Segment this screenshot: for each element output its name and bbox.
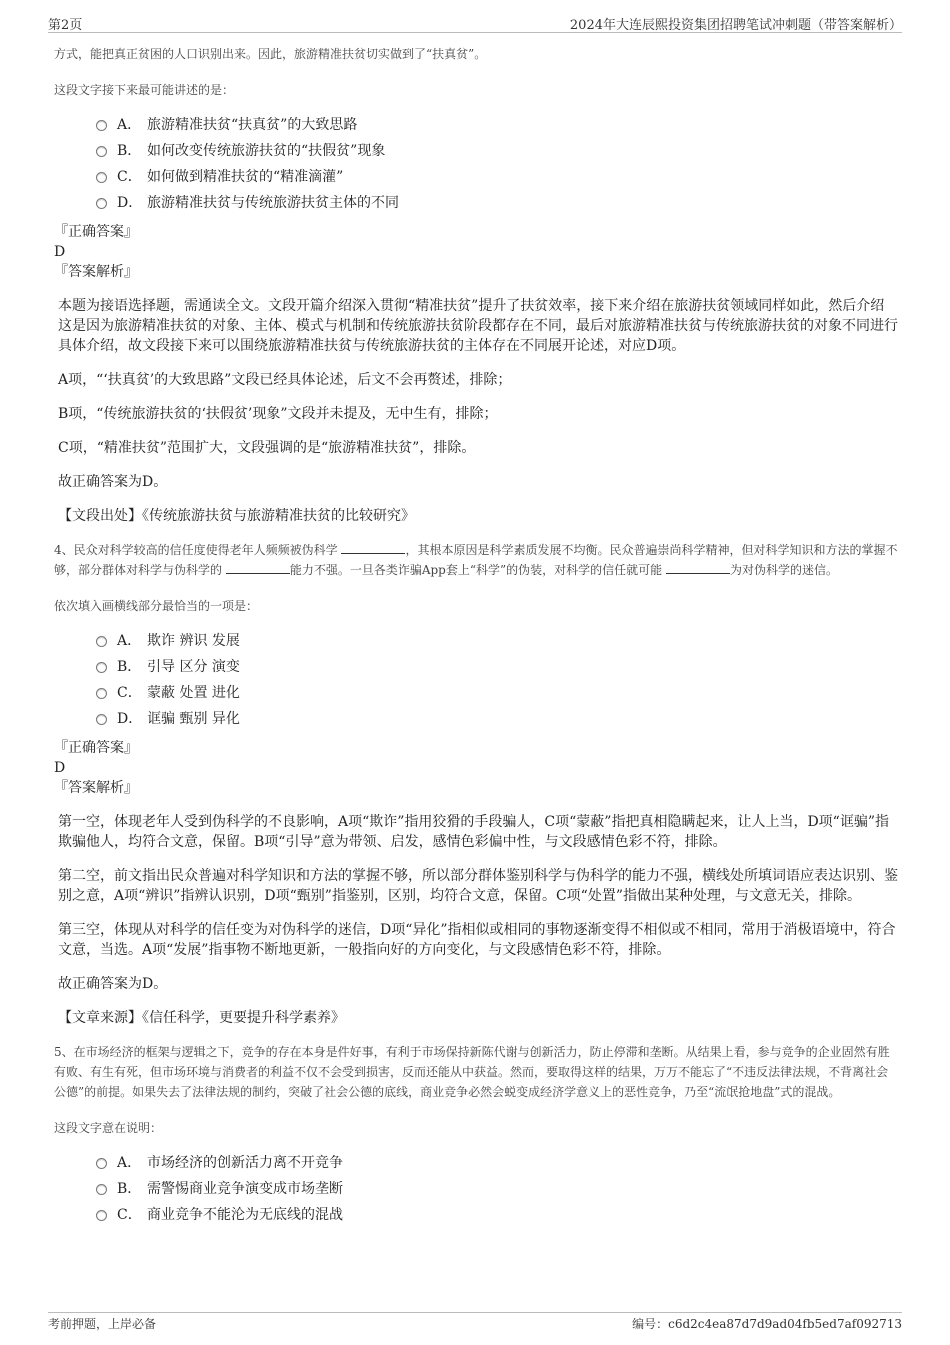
option-b[interactable]: B． 如何改变传统旅游扶贫的“扶假贫”现象 bbox=[96, 138, 898, 164]
radio-icon[interactable] bbox=[96, 198, 107, 209]
option-b[interactable]: B． 需警惕商业竞争演变成市场垄断 bbox=[96, 1176, 898, 1202]
radio-icon[interactable] bbox=[96, 688, 107, 699]
option-a[interactable]: A． 旅游精准扶贫“扶真贫”的大致思路 bbox=[96, 112, 898, 138]
q3-prompt: 这段文字接下来最可能讲述的是： bbox=[54, 83, 235, 97]
option-d[interactable]: D． 诓骗 甄别 异化 bbox=[96, 706, 898, 732]
answer-label: 『正确答案』 bbox=[54, 224, 138, 240]
q4-stem: 4、民众对科学较高的信任度使得老年人频频被伪科学 ，其根本原因是科学素质发展不均衡。民众普遍崇尚科学精神，但对科学知识和方法的掌握不够，部分群体对科学与伪科学的 能力不强。一旦各类诈骗App套上“科学”的伪装，对科学的信任就可能 为对伪科学的迷信。 bbox=[54, 543, 898, 577]
analysis-paragraph: A项，“‘扶真贫’的大致思路”文段已经具体论述，后文不会再赘述，排除； bbox=[58, 372, 512, 388]
analysis-label: 『答案解析』 bbox=[54, 780, 138, 796]
analysis-label: 『答案解析』 bbox=[54, 264, 138, 280]
radio-icon[interactable] bbox=[96, 1184, 107, 1195]
analysis-paragraph: C项，“精准扶贫”范围扩大，文段强调的是“旅游精准扶贫”，排除。 bbox=[58, 440, 476, 456]
option-c[interactable]: C． 如何做到精准扶贫的“精准滴灌” bbox=[96, 164, 898, 190]
q4-prompt: 依次填入画横线部分最恰当的一项是： bbox=[54, 599, 259, 613]
analysis-paragraph: 本题为接语选择题，需通读全文。文段开篇介绍深入贯彻“精准扶贫”提升了扶贫效率，接下来介绍在旅游扶贫领域同样如此，然后介绍这是因为旅游精准扶贫的对象、主体、模式与机制和传统旅游扶贫阶段都存在不同，最后对旅游精准扶贫与传统旅游扶贫的对象不同进行具体介绍，故文段接下来可以围绕旅游精准扶贫与传统旅游扶贫的主体存在不同展开论述，对应D项。 bbox=[58, 298, 898, 354]
radio-icon[interactable] bbox=[96, 636, 107, 647]
option-a[interactable]: A． 市场经济的创新活力离不开竞争 bbox=[96, 1150, 898, 1176]
fill-blank bbox=[341, 541, 405, 554]
page-footer bbox=[48, 1312, 902, 1333]
fill-blank bbox=[666, 561, 730, 574]
option-d[interactable]: D． 旅游精准扶贫与传统旅游扶贫主体的不同 bbox=[96, 190, 898, 216]
q4-options bbox=[96, 628, 898, 732]
radio-icon[interactable] bbox=[96, 662, 107, 673]
radio-icon[interactable] bbox=[96, 146, 107, 157]
page-number: 第2页 bbox=[48, 18, 83, 33]
fill-blank bbox=[226, 561, 290, 574]
source-citation: 【文段出处】《传统旅游扶贫与旅游精准扶贫的比较研究》 bbox=[58, 508, 415, 524]
option-c[interactable]: C． 蒙蔽 处置 进化 bbox=[96, 680, 898, 706]
q5-stem: 5、在市场经济的框架与逻辑之下，竞争的存在本身是件好事，有利于市场保持新陈代谢与创新活力，防止停滞和垄断。从结果上看，参与竞争的企业固然有胜有败、有生有死，但市场环境与消费者的利益不仅不会受到损害，反而还能从中获益。然而，要取得这样的结果，万万不能忘了“不违反法律法规，不背离社会公德”的前提。如果失去了法律法规的制约，突破了社会公德的底线，商业竞争必然会蜕变成经济学意义上的恶性竞争，乃至“流氓抢地盘”式的混战。 bbox=[54, 1045, 890, 1099]
document-id: 编号：c6d2c4ea87d7d9ad04fb5ed7af092713 bbox=[632, 1317, 902, 1331]
analysis-paragraph: 第三空，体现从对科学的信任变为对伪科学的迷信，D项“异化”指相似或相同的事物逐渐变得不相似或不相同，常用于消极语境中，符合文意，当选。A项“发展”指事物不断地更新，一般指向好的方向变化，与文段感情色彩不符，排除。 bbox=[58, 922, 896, 958]
answer-value: D bbox=[54, 760, 66, 776]
radio-icon[interactable] bbox=[96, 120, 107, 131]
q5-prompt: 这段文字意在说明： bbox=[54, 1121, 163, 1135]
q3-options bbox=[96, 112, 898, 216]
radio-icon[interactable] bbox=[96, 172, 107, 183]
q5-options bbox=[96, 1150, 898, 1228]
analysis-paragraph: 第二空，前文指出民众普遍对科学知识和方法的掌握不够，所以部分群体鉴别科学与伪科学的能力不强，横线处所填词语应表达识别、鉴别之意，A项“辨识”指辨认识别，D项“甄别”指鉴别，区别，均符合文意，保留。C项“处置”指做出某种处理，与文意无关，排除。 bbox=[58, 868, 898, 904]
option-c[interactable]: C． 商业竞争不能沦为无底线的混战 bbox=[96, 1202, 898, 1228]
radio-icon[interactable] bbox=[96, 1158, 107, 1169]
document-body bbox=[54, 44, 898, 1228]
option-a[interactable]: A． 欺诈 辨识 发展 bbox=[96, 628, 898, 654]
analysis-paragraph: 故正确答案为D。 bbox=[58, 474, 168, 490]
source-citation: 【文章来源】《信任科学，更要提升科学素养》 bbox=[58, 1010, 345, 1026]
document-title: 2024年大连辰熙投资集团招聘笔试冲刺题（带答案解析） bbox=[569, 18, 902, 33]
page-header bbox=[48, 14, 902, 33]
analysis-paragraph: B项，“传统旅游扶贫的‘扶假贫’现象”文段并未提及，无中生有，排除； bbox=[58, 406, 498, 422]
radio-icon[interactable] bbox=[96, 714, 107, 725]
answer-label: 『正确答案』 bbox=[54, 740, 138, 756]
analysis-paragraph: 故正确答案为D。 bbox=[58, 976, 168, 992]
footer-slogan: 考前押题，上岸必备 bbox=[48, 1317, 157, 1331]
analysis-paragraph: 第一空，体现老年人受到伪科学的不良影响，A项“欺诈”指用狡猾的手段骗人，C项“蒙蔽”指把真相隐瞒起来，让人上当，D项“诓骗”指欺骗他人，均符合文意，保留。B项“引导”意为带领、启发，感情色彩偏中性，与文段感情色彩不符，排除。 bbox=[58, 814, 889, 850]
q3-stem-tail: 方式，能把真正贫困的人口识别出来。因此，旅游精准扶贫切实做到了“扶真贫”。 bbox=[54, 47, 487, 61]
option-b[interactable]: B． 引导 区分 演变 bbox=[96, 654, 898, 680]
answer-value: D bbox=[54, 244, 66, 260]
radio-icon[interactable] bbox=[96, 1210, 107, 1221]
